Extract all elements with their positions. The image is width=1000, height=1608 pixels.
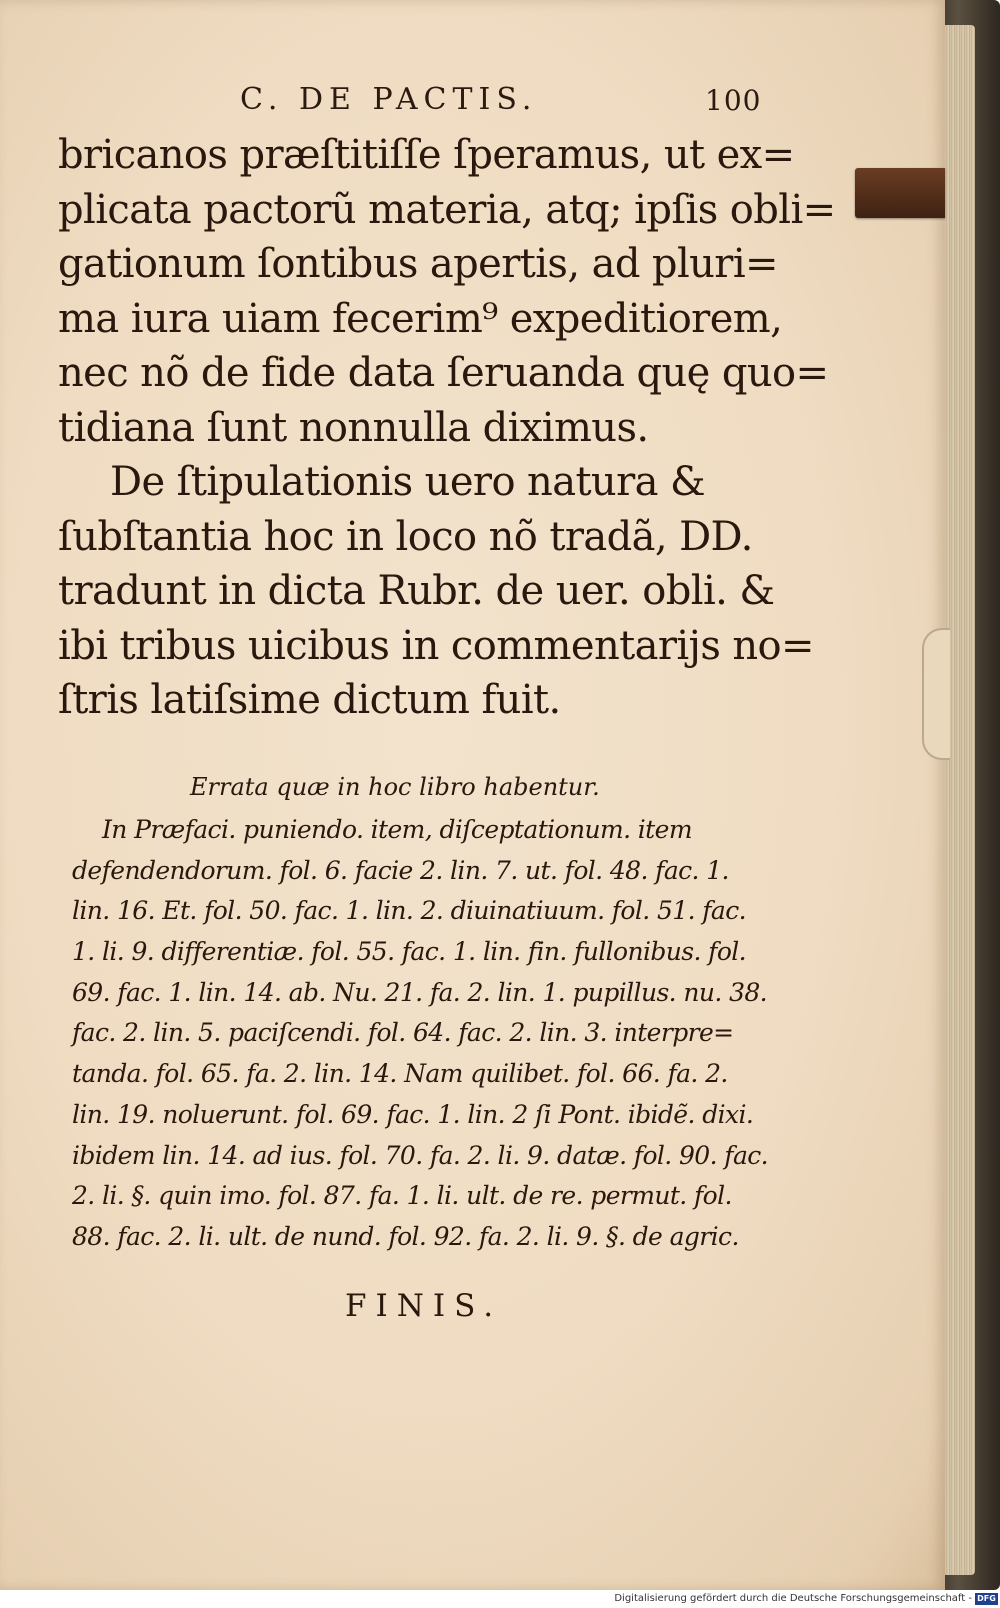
text-line: ſtris latiſsime dictum fuit. <box>58 677 561 723</box>
errata-line: 88. fac. 2. li. ult. de nund. fol. 92. fa. 2. li. 9. §. de agric. <box>72 1221 739 1251</box>
errata-line: fac. 2. lin. 5. paciſcendi. fol. 64. fac. 2. lin. 3. interpre= <box>72 1018 734 1048</box>
page-header <box>0 82 945 126</box>
text-line: tidiana ſunt nonnulla diximus. <box>58 404 649 451</box>
errata-line: lin. 19. noluerunt. fol. 69. fac. 1. lin. 2 ſi Pont. ibidẽ. dixi. <box>72 1099 754 1129</box>
finis-mark: FINIS. <box>345 1288 503 1324</box>
errata-line: 69. fac. 1. lin. 14. ab. Nu. 21. fa. 2. lin. 1. pupillus. nu. 38. <box>72 977 768 1007</box>
errata-line: ibidem lin. 14. ad ius. fol. 70. fa. 2. li. 9. datæ. fol. 90. fac. <box>72 1140 768 1170</box>
leather-bookmark-tab <box>855 168 945 218</box>
main-text-block <box>58 128 836 728</box>
dfg-logo-icon: DFG <box>975 1593 998 1605</box>
running-title: C. DE PACTIS. <box>240 82 538 117</box>
errata-line: defendendorum. fol. 6. facie 2. lin. 7. ut. fol. 48. fac. 1. <box>72 855 729 885</box>
errata-section <box>72 770 832 1258</box>
text-line: De ſtipulationis uero natura & <box>110 459 705 505</box>
text-line: ibi tribus uicibus in commentarijs no= <box>58 622 814 669</box>
text-line: nec nõ de fide data ſeruanda quę quo= <box>58 350 829 396</box>
text-line: bricanos præſtitiſſe ſperamus, ut ex= <box>58 132 795 178</box>
text-line: tradunt in dicta Rubr. de uer. obli. & <box>58 568 775 614</box>
funding-credit: Digitalisierung gefördert durch die Deutsche Forschungsgemeinschaft - <box>614 1593 972 1604</box>
text-line: plicata pactorũ materia, atq; ipſis obli= <box>58 186 836 233</box>
errata-line: 1. li. 9. differentiæ. fol. 55. fac. 1. lin. fin. fullonibus. fol. <box>72 937 747 967</box>
text-line: gationum ſontibus apertis, ad pluri= <box>58 241 778 287</box>
errata-line: 2. li. §. quin imo. fol. 87. fa. 1. li. ult. de re. permut. fol. <box>72 1181 732 1211</box>
errata-title: Errata quæ in hoc libro habentur. <box>190 773 600 801</box>
folio-number: 100 <box>705 84 762 117</box>
clasp-outline <box>922 628 950 760</box>
errata-line: lin. 16. Et. fol. 50. fac. 1. lin. 2. diuinatiuum. fol. 51. fac. <box>72 896 746 926</box>
errata-line: tanda. fol. 65. fa. 2. lin. 14. Nam quilibet. fol. 66. fa. 2. <box>72 1059 728 1089</box>
errata-line: In Præfaci. puniendo. item, diſceptationum. item <box>102 815 692 844</box>
digitization-footer <box>0 1590 1000 1608</box>
text-line: ſubſtantia hoc in loco nõ tradã, DD. <box>58 513 753 560</box>
text-line: ma iura uiam fecerim⁹ expeditiorem, <box>58 295 783 342</box>
